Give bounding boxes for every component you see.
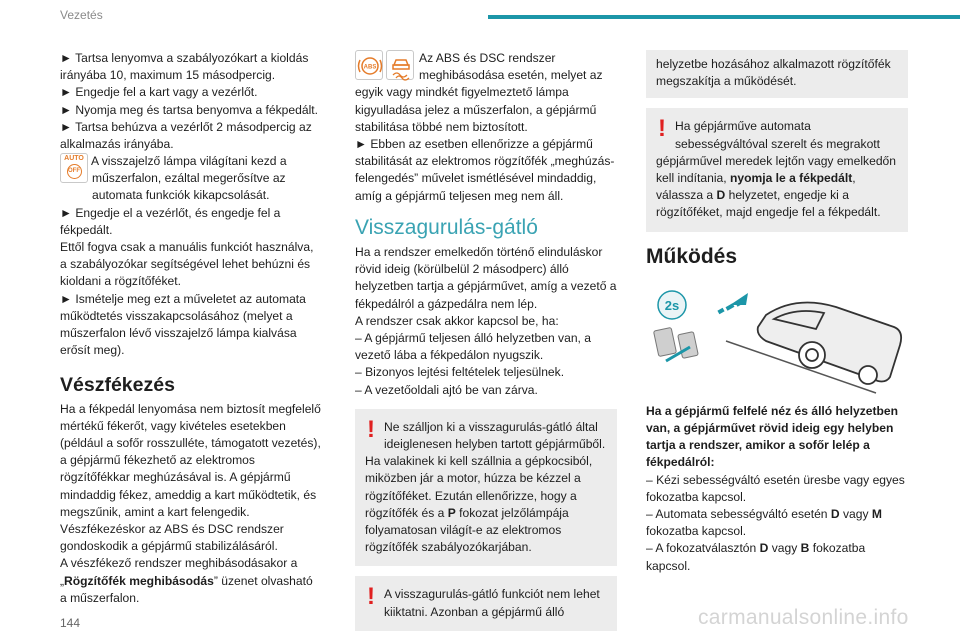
warning-first: Ha gépjárműve automata sebességváltóval szerelt és megrakott xyxy=(675,119,881,151)
instruction-line: ► Engedje el a vezérlőt, és engedje fel a fékpedált. xyxy=(60,205,281,237)
auto-label: AUTO xyxy=(64,155,84,163)
warning-text: A visszagurulás-gátló funkciót nem lehet kiiktatni. Azonban a gépjármű álló xyxy=(384,587,600,619)
body-paragraph: Ha a fékpedál lenyomása nem biztosít megfelelő mértékű fékerőt, vagy kivételes esetekben (például a sofőr rosszulléte, támogatott vezetés), a gépjármű fékezhető az elektromos rögzítőfékkar meghúzásával is. A gépjármű mindaddig fékez, ameddig a kart működtetik, és megszűnik, amint a kart felengedik. xyxy=(60,401,321,519)
warning-box-continued xyxy=(646,50,908,98)
list-item: – Kézi sebességváltó esetén üresbe vagy egyes fokozatba kapcsol. xyxy=(646,472,905,504)
watermark: carmanualsonline.info xyxy=(698,606,909,629)
middle-column xyxy=(355,50,617,631)
off-label: OFF xyxy=(67,164,82,179)
icon-paragraph-rest: műszerfalon, ezáltal megerősítve az automata funkciók kikapcsolását. xyxy=(92,171,286,203)
list-item: – A gépjármű teljesen álló helyzetben van, a vezető lába a fékpedálon nyugszik. xyxy=(355,331,591,363)
info-paragraph: Ettől fogva csak a manuális funkciót használva, a szabályozókar segítségével lehet behúzni és kioldani a rögzítőféket. xyxy=(60,240,314,289)
abs-label: ABS xyxy=(363,64,377,71)
body-paragraph: Vészfékezéskor az ABS és DSC rendszer gondoskodik a gépjármű stabilizálásáról. xyxy=(60,522,284,554)
instruction-line: ► Tartsa lenyomva a szabályozókart a kioldás irányába 10, maximum 15 másodpercig. xyxy=(60,51,309,83)
dsc-warning-icon xyxy=(386,50,414,80)
instruction-line: ► Engedje fel a kart vagy a vezérlőt. xyxy=(60,85,258,100)
instruction-line: ► Ismételje meg ezt a műveletet az automata működtetés visszakapcsolásához (melyet a műszerfalon lévő visszajelző lámpa kialvása erősít meg). xyxy=(60,291,306,358)
instruction-line: ► Nyomja meg és tartsa benyomva a fékpedált. xyxy=(60,102,318,117)
list-item: – A vezetőoldali ajtó be van zárva. xyxy=(355,382,538,397)
instruction-line: ► Tartsa behúzva a vezérlőt 2 másodpercig az alkalmazás irányába. xyxy=(60,119,312,152)
body-paragraph: A rendszer csak akkor kapcsol be, ha: xyxy=(355,313,559,328)
timer-label: 2s xyxy=(664,297,680,313)
left-column xyxy=(60,50,322,607)
body-paragraph: Ha a rendszer emelkedőn történő elinduláskor rövid ideig (körülbelül 2 másodperc) álló helyzetben tartja a gépjárművet, amíg a vezető a fékpedálról a gázpedálra nem lép. xyxy=(355,245,617,311)
warning-exclamation-icon: ! xyxy=(367,415,375,443)
warning-first: Ne szálljon ki a visszagurulás-gátló által ideiglenesen helyben tartott gépjárműből. xyxy=(384,419,606,452)
section-heading-hill-start-assist: Visszagurulás-gátló xyxy=(355,215,538,239)
icon-paragraph-rest: egyik vagy mindkét figyelmeztető lámpa kigyulladása jelez a műszerfalon, a gépjármű stabilitása többé nem biztosított. xyxy=(355,85,597,134)
icon-paragraph-second: meghibásodása esetén, melyet az xyxy=(419,68,603,83)
hill-start-illustration xyxy=(646,285,908,395)
warning-box xyxy=(355,409,617,567)
header-accent-bar xyxy=(488,15,960,19)
abs-dsc-notice xyxy=(355,50,617,84)
warning-box xyxy=(355,576,617,630)
warning-box xyxy=(646,108,908,231)
abs-warning-icon xyxy=(355,50,383,80)
section-heading-operation: Működés xyxy=(646,244,738,268)
warning-text: helyzetbe hozásához alkalmazott rögzítőfék megszakítja a működését. xyxy=(656,57,891,89)
car-icon xyxy=(758,302,901,384)
body-paragraph: A vészfékező rendszer meghibásodásakor a „Rögzítőfék meghibásodás” üzenet olvasható a műszerfalon. xyxy=(60,556,313,605)
list-item: – A fokozatválasztón D vagy B fokozatba kapcsol. xyxy=(646,541,866,573)
arrow-icon xyxy=(717,293,748,314)
running-header: Vezetés xyxy=(60,8,103,22)
section-heading-emergency-braking: Vészfékezés xyxy=(60,374,175,397)
right-column xyxy=(646,50,908,575)
warning-body: Ha valakinek ki kell szállnia a gépkocsiból, miközben jár a motor, húzza be kézzel a rögzítőféket. Ezután ellenőrizze, hogy a rögzítőfék és a P fokozat jelzőlámpája folyamatosan világít-e az elektromos rögzítőfék szabályozókarjában. xyxy=(365,454,593,555)
warning-body: gépjárművel meredek lejtőn vagy emelkedőn kell indítania, nyomja le a fékpedált, válassza a D helyzetet, engedje ki a rögzítőféket, majd engedje fel a fékpedált. xyxy=(656,153,896,220)
instruction-line: ► Ebben az esetben ellenőrizze a gépjármű stabilitását az elektromos rögzítőfék „meghúzás-felengedés” művelet ismétlésével mindaddig, amíg a gépjármű teljesen meg nem áll. xyxy=(355,137,615,203)
list-item: – Bizonyos lejtési feltételek teljesülnek. xyxy=(355,365,565,380)
warning-exclamation-icon: ! xyxy=(367,583,375,611)
page-number: 144 xyxy=(60,616,81,630)
list-item: – Automata sebességváltó esetén D vagy M fokozatba kapcsol. xyxy=(646,507,882,539)
auto-off-warning-icon xyxy=(60,153,88,183)
warning-exclamation-icon: ! xyxy=(658,115,666,143)
bold-paragraph: Ha a gépjármű felfelé néz és álló helyzetben van, a gépjárművet rövid ideig egy helyben tartja a rendszer, amikor a sofőr lelép a fékpedálról: xyxy=(646,403,899,470)
icon-paragraph-first: A visszajelző lámpa világítani kezd a xyxy=(91,154,287,169)
icon-paragraph-first: Az ABS és DSC rendszer xyxy=(419,51,556,65)
